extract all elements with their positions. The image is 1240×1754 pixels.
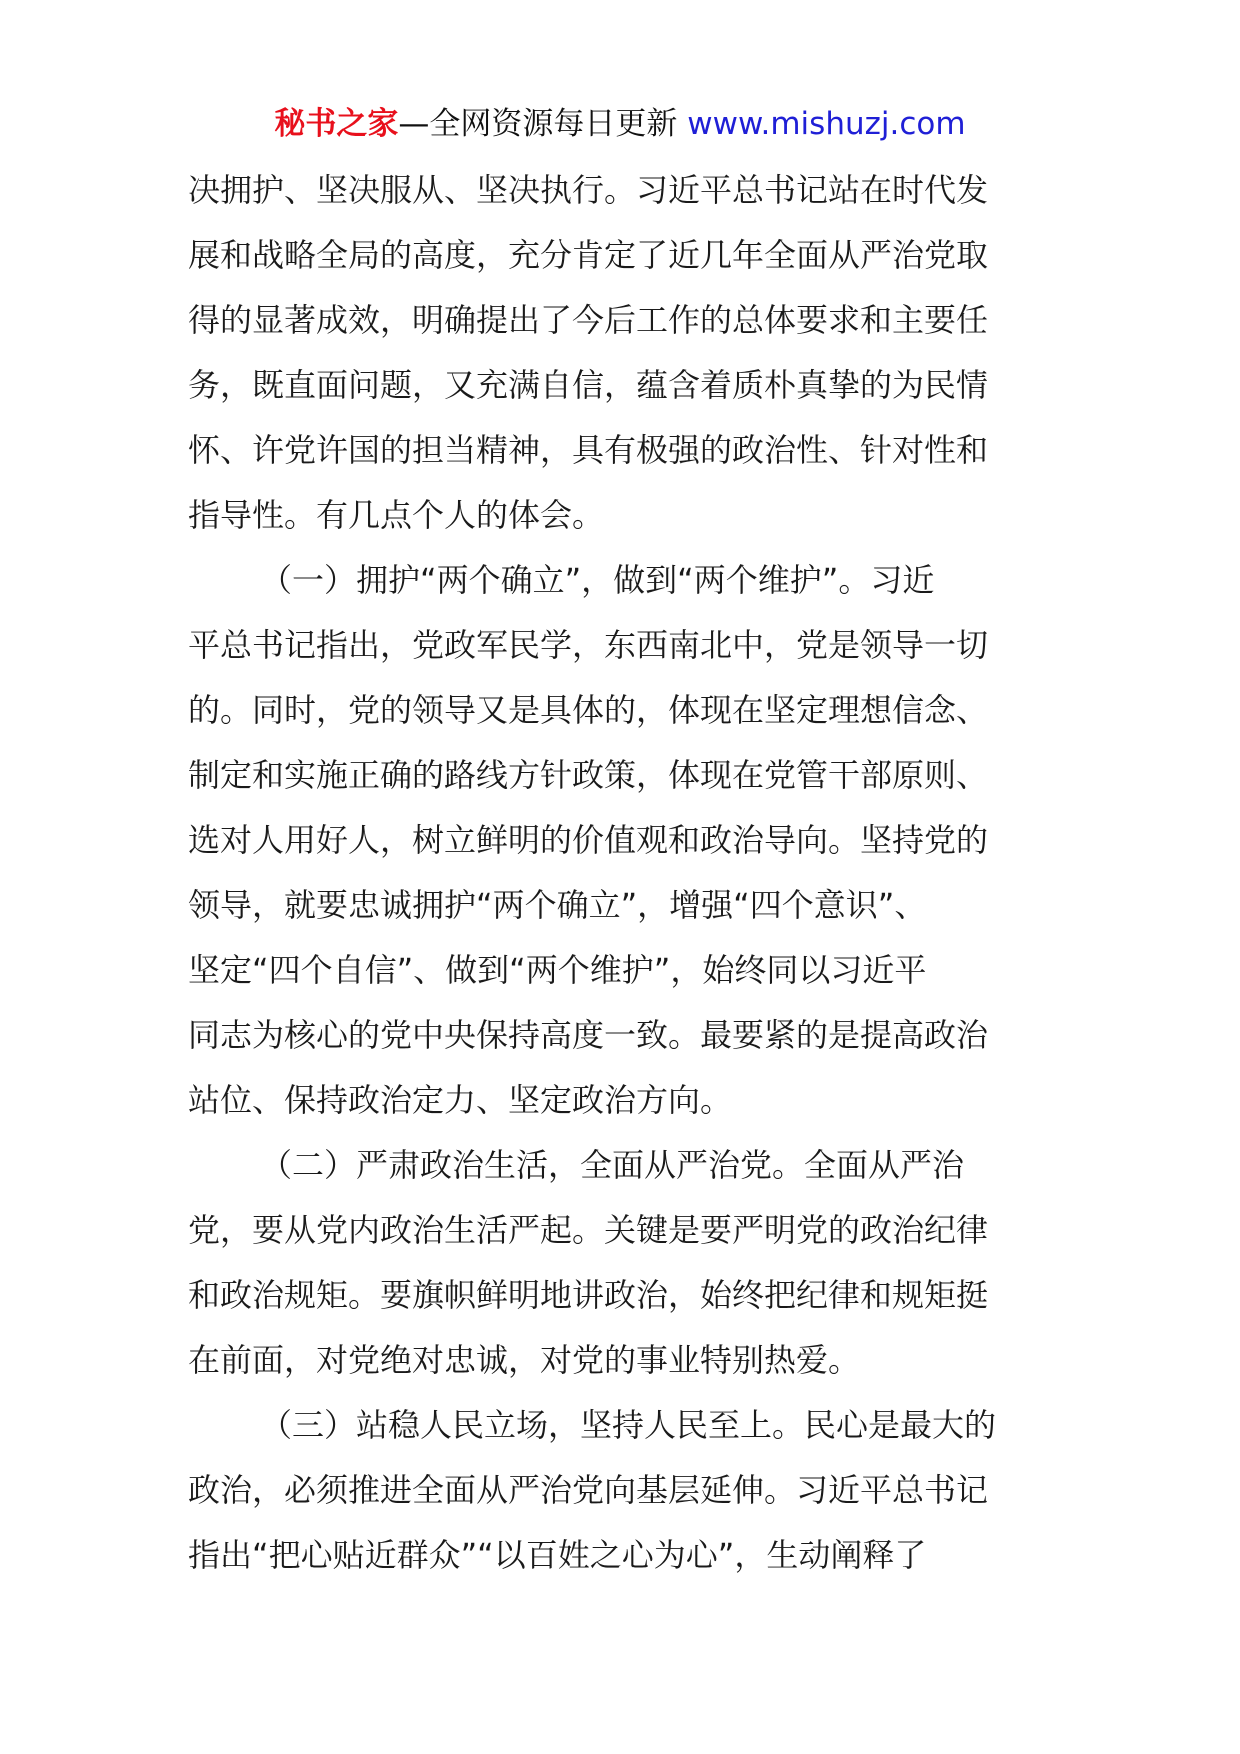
brand-name: 秘书之家 <box>274 106 399 142</box>
text-line: 坚定“四个自信”、做到“两个维护”，始终同以习近平 <box>188 951 927 989</box>
text-line: 决拥护、坚决服从、坚决执行。习近平总书记站在时代发 <box>188 171 989 209</box>
text-line: 指出“把心贴近群众”“以百姓之心为心”，生动阐释了 <box>188 1536 927 1574</box>
section-heading-line: （二）严肃政治生活，全面从严治党。全面从严治 <box>260 1146 965 1184</box>
document-body <box>188 158 1054 1588</box>
page-header <box>0 100 1240 148</box>
text-line: 领导，就要忠诚拥护“两个确立”，增强“四个意识”、 <box>188 886 927 924</box>
site-url-link[interactable]: www.mishuzj.com <box>687 106 966 142</box>
text-line: 务，既直面问题，又充满自信，蕴含着质朴真挚的为民情 <box>188 366 989 404</box>
text-line: 同志为核心的党中央保持高度一致。最要紧的是提高政治 <box>188 1016 989 1054</box>
text-line: 选对人用好人，树立鲜明的价值观和政治导向。坚持党的 <box>188 821 989 859</box>
text-line: 政治，必须推进全面从严治党向基层延伸。习近平总书记 <box>188 1471 989 1509</box>
text-line: 指导性。有几点个人的体会。 <box>188 496 605 534</box>
text-line: 的。同时，党的领导又是具体的，体现在坚定理想信念、 <box>188 691 989 729</box>
text-line: 得的显著成效，明确提出了今后工作的总体要求和主要任 <box>188 301 989 339</box>
text-line: 平总书记指出，党政军民学，东西南北中，党是领导一切 <box>188 626 989 664</box>
text-line: 展和战略全局的高度，充分肯定了近几年全面从严治党取 <box>188 236 989 274</box>
text-line: 站位、保持政治定力、坚定政治方向。 <box>188 1081 733 1119</box>
header-tagline: —全网资源每日更新 <box>398 106 688 142</box>
section-heading-line: （一）拥护“两个确立”，做到“两个维护”。习近 <box>260 561 935 599</box>
text-line: 怀、许党许国的担当精神，具有极强的政治性、针对性和 <box>188 431 989 469</box>
text-line: 制定和实施正确的路线方针政策，体现在党管干部原则、 <box>188 756 989 794</box>
text-line: 党，要从党内政治生活严起。关键是要严明党的政治纪律 <box>188 1211 989 1249</box>
text-line: 在前面，对党绝对忠诚，对党的事业特别热爱。 <box>188 1341 861 1379</box>
text-line: 和政治规矩。要旗帜鲜明地讲政治，始终把纪律和规矩挺 <box>188 1276 989 1314</box>
section-heading-line: （三）站稳人民立场，坚持人民至上。民心是最大的 <box>260 1406 997 1444</box>
